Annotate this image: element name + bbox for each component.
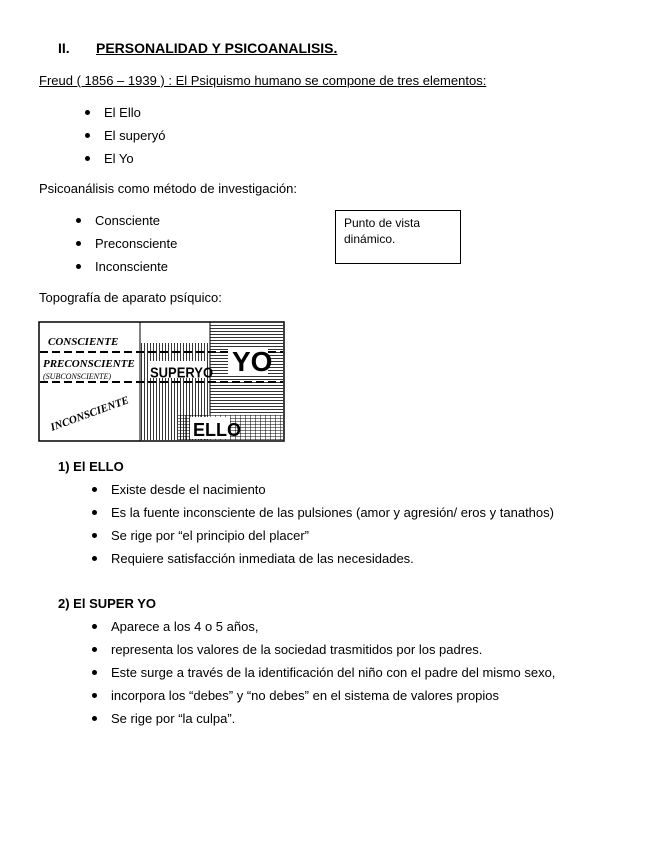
list-item: Se rige por “la culpa”. xyxy=(111,710,555,733)
list-item: Inconsciente xyxy=(95,258,177,281)
dynamic-viewpoint-box: Punto de vista dinámico. xyxy=(335,210,461,264)
psicoanalisis-list xyxy=(95,212,177,281)
consciente-label: CONSCIENTE xyxy=(48,336,119,348)
ello-label: ELLO xyxy=(193,420,241,440)
list-item: Este surge a través de la identificación del niño con el padre del mismo sexo, xyxy=(111,664,555,687)
list-item: Requiere satisfacción inmediata de las necesidades. xyxy=(111,550,554,573)
section-number: II. xyxy=(58,40,70,56)
list-item: Es la fuente inconsciente de las pulsiones (amor y agresión/ eros y tanathos) xyxy=(111,504,554,527)
psychic-apparatus-diagram xyxy=(38,321,286,443)
psicoanalisis-label: Psicoanálisis como método de investigación: xyxy=(39,181,297,196)
freud-line: Freud ( 1856 – 1939 ) : El Psiquismo humano se compone de tres elementos: xyxy=(39,73,487,88)
list-item: Existe desde el nacimiento xyxy=(111,481,554,504)
list-item: Se rige por “el principio del placer” xyxy=(111,527,554,550)
list-item: incorpora los “debes” y “no debes” en el sistema de valores propios xyxy=(111,687,555,710)
list-item: El superyó xyxy=(104,127,165,150)
list-item: El Ello xyxy=(104,104,165,127)
section-title: PERSONALIDAD Y PSICOANALISIS. xyxy=(96,40,338,56)
list-item: Aparece a los 4 o 5 años, xyxy=(111,618,555,641)
ello-list xyxy=(111,481,554,573)
list-item: representa los valores de la sociedad trasmitidos por los padres. xyxy=(111,641,555,664)
subconsciente-label: (SUBCONSCIENTE) xyxy=(43,372,111,381)
yo-label: YO xyxy=(232,346,273,377)
inconsciente-label: INCONSCIENTE xyxy=(48,394,131,434)
super-yo-heading: 2) El SUPER YO xyxy=(58,596,157,611)
super-yo-list xyxy=(111,618,555,733)
list-item: El Yo xyxy=(104,150,165,173)
topografia-label: Topografía de aparato psíquico: xyxy=(39,290,222,305)
superyo-label: SUPERYO xyxy=(150,363,214,381)
preconsciente-label: PRECONSCIENTE xyxy=(43,358,135,370)
list-item: Preconsciente xyxy=(95,235,177,258)
elements-list xyxy=(104,104,165,173)
list-item: Consciente xyxy=(95,212,177,235)
ello-heading: 1) El ELLO xyxy=(58,459,124,474)
